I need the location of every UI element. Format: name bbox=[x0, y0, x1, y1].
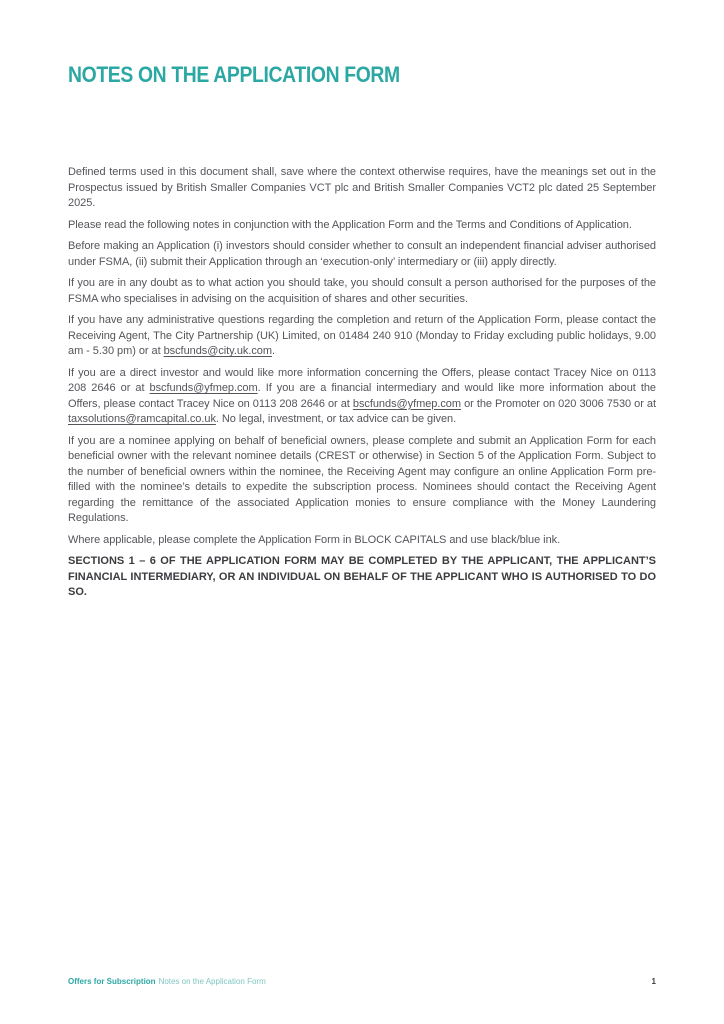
paragraph-text: . If you are a financial intermediary and would like more information about the Offers, please contact Tracey Nice on 0113 208 2646 or at bbox=[68, 382, 656, 410]
paragraph-text: or the Promoter on 020 3006 7530 or at bbox=[460, 397, 656, 410]
notes-paragraph bbox=[68, 366, 656, 428]
paragraph-text: . bbox=[271, 345, 275, 357]
footer-offer-name: Offers for Subscription bbox=[68, 977, 156, 986]
page-number: 1 bbox=[651, 977, 656, 986]
footer-section-name: Notes on the Application Form bbox=[158, 977, 266, 986]
paragraph-text: If you are a nominee applying on behalf of beneficial owners, please complete and submit an Application Form for each beneficial owner with the relevant nominee details (CREST or otherwise) in Section 5 of the Application Form. Subject to the number of beneficial owners within the nominee, the Receiving Agent may configure an online Application Form pre-filled with the nominee’s details to expedite the subscription process. Nominees should contact the Receiving Agent regarding the remittance of the associated Application monies to ensure compliance with the Money Laundering Regulations. bbox=[68, 434, 656, 524]
paragraph-text: . No legal, investment, or tax advice can be given. bbox=[215, 413, 457, 425]
email-link[interactable]: taxsolutions@ramcapital.co.uk bbox=[68, 413, 216, 425]
paragraph-text: Where applicable, please complete the Application Form in BLOCK CAPITALS and use black/blue ink. bbox=[68, 533, 561, 546]
notes-paragraph bbox=[68, 313, 656, 360]
paragraph-text: If you are in any doubt as to what action you should take, you should consult a person authorised for the purposes of the FSMA who specialises in advising on the acquisition of shares and other securities. bbox=[68, 277, 656, 305]
notes-paragraph bbox=[68, 165, 656, 212]
email-link[interactable]: bscfunds@yfmep.com bbox=[149, 382, 258, 394]
footer-doc-title bbox=[68, 977, 266, 987]
email-link[interactable]: bscfunds@city.uk.com bbox=[163, 345, 272, 357]
page-title: NOTES ON THE APPLICATION FORM bbox=[68, 62, 400, 87]
notes-body bbox=[68, 165, 656, 607]
page-footer bbox=[68, 977, 656, 987]
notes-paragraph bbox=[68, 239, 656, 270]
paragraph-text: If you are a direct investor and would like more information concerning the Offers, please contact Tracey Nice on 0113 208 2646 or at bbox=[68, 366, 656, 394]
paragraph-text: Before making an Application (i) investors should consider whether to consult an independent financial adviser authorised under FSMA, (ii) submit their Application through an ‘execution-only’ intermediary or (iii) apply directly. bbox=[68, 240, 656, 268]
notes-paragraph-emphasis bbox=[68, 554, 656, 601]
paragraph-text: If you have any administrative questions regarding the completion and return of the Application Form, please contact the Receiving Agent, The City Partnership (UK) Limited, on 01484 240 910 (Monday to Friday excluding public holidays, 9.00 am - 5.30 pm) or at bbox=[68, 314, 656, 357]
notes-paragraph bbox=[68, 276, 656, 307]
email-link[interactable]: bscfunds@yfmep.com bbox=[352, 397, 461, 410]
paragraph-text: Please read the following notes in conjunction with the Application Form and the Terms and Conditions of Application. bbox=[68, 218, 632, 231]
paragraph-text: SECTIONS 1 – 6 OF THE APPLICATION FORM MAY BE COMPLETED BY THE APPLICANT, THE APPLICANT’S FINANCIAL INTERMEDIARY, OR AN INDIVIDUAL ON BEHALF OF THE APPLICANT WHO IS AUTHORISED TO DO SO. bbox=[68, 555, 656, 598]
paragraph-text: Defined terms used in this document shall, save where the context otherwise requires, have the meanings set out in the Prospectus issued by British Smaller Companies VCT plc and British Smaller Companies VCT2 plc dated 25 September 2025. bbox=[68, 166, 656, 209]
notes-paragraph bbox=[68, 218, 656, 234]
notes-paragraph bbox=[68, 434, 656, 527]
notes-paragraph bbox=[68, 533, 656, 549]
